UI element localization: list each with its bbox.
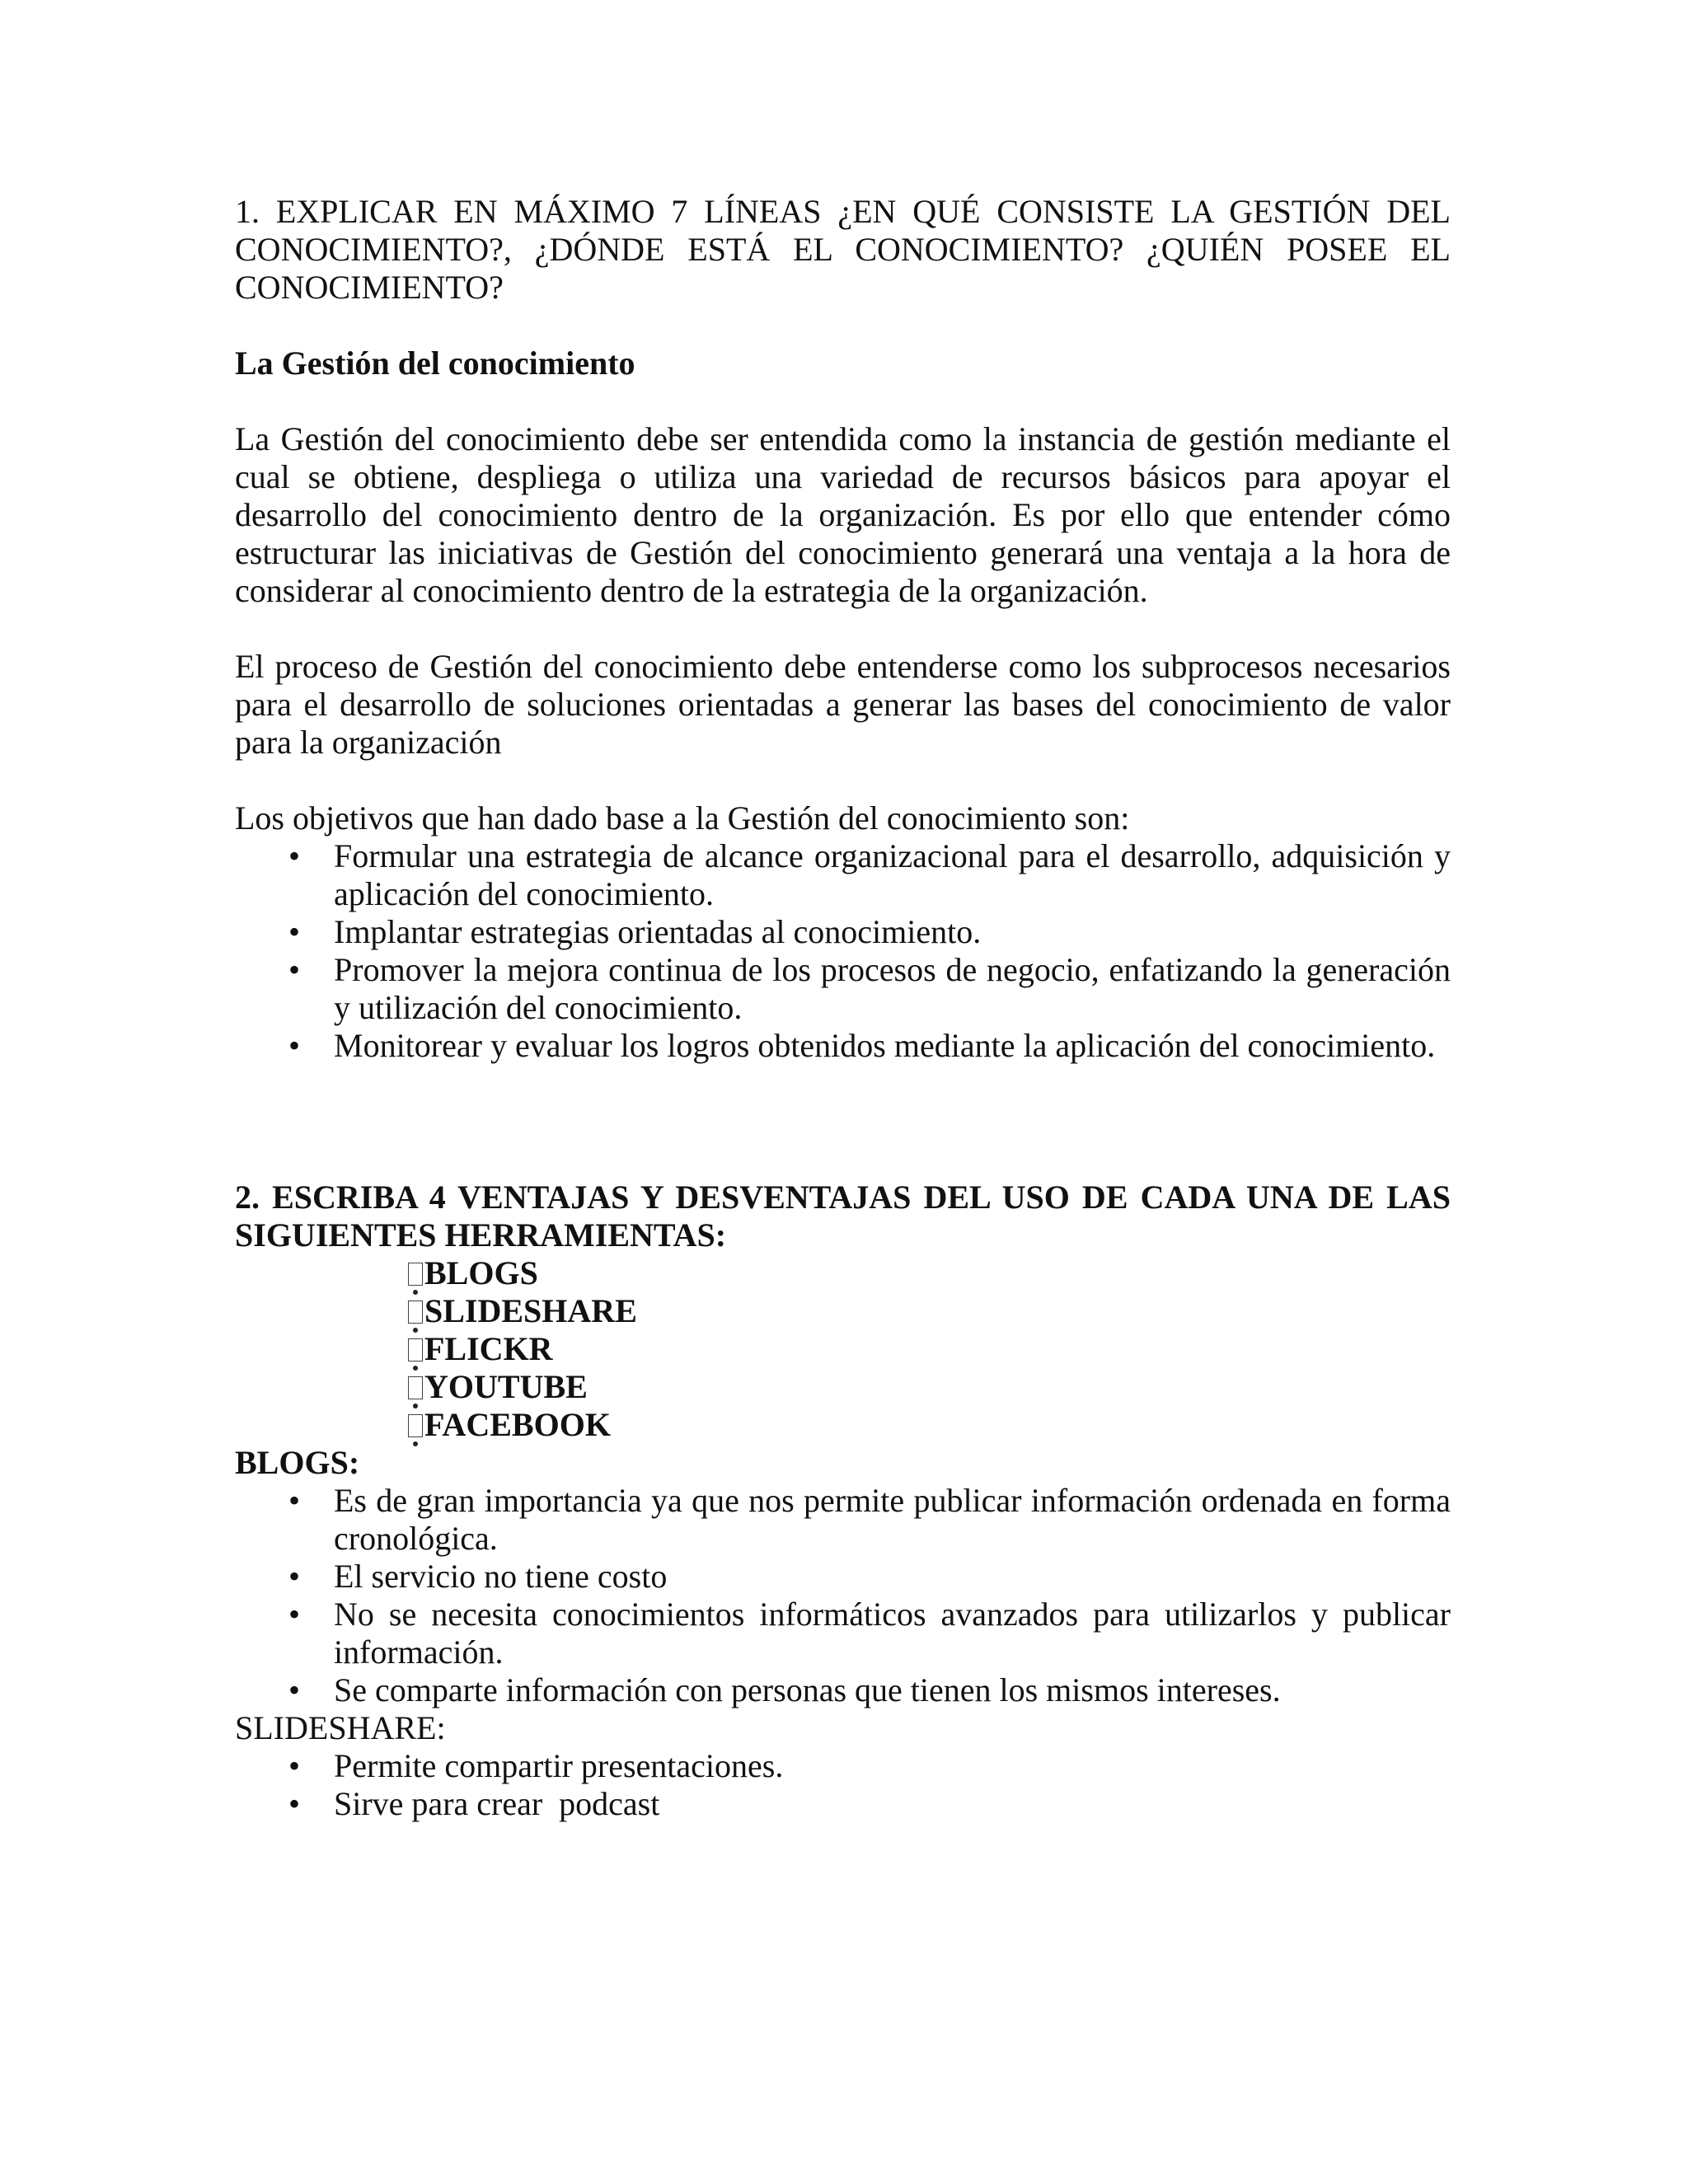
bullet-icon: • <box>288 1747 300 1784</box>
list-item <box>235 1482 1451 1558</box>
objectives-list <box>235 837 1451 1065</box>
list-item <box>235 837 1451 913</box>
paragraph-process: El proceso de Gestión del conocimiento debe entenderse como los subprocesos necesarios para el desarrollo de soluciones orientadas a generar las bases del conocimiento de valor para la organización <box>235 648 1451 761</box>
tool-label: FACEBOOK <box>424 1406 611 1443</box>
bullet-icon: • <box>288 1596 300 1633</box>
question-2-heading: 2. ESCRIBA 4 VENTAJAS Y DESVENTAJAS DEL USO DE CADA UNA DE LAS SIGUIENTES HERRAMIENTAS: <box>235 1179 1451 1254</box>
list-item-text: Se comparte información con personas que tienen los mismos intereses. <box>334 1671 1281 1708</box>
tool-item <box>235 1406 1451 1444</box>
list-item-text: Sirve para crear podcast <box>334 1785 660 1822</box>
list-item <box>235 951 1451 1027</box>
tool-item <box>235 1330 1451 1368</box>
checkbox-glyph-icon <box>408 1376 423 1399</box>
list-item <box>235 1027 1451 1065</box>
checkbox-glyph-icon <box>408 1338 423 1361</box>
paragraph-definition: La Gestión del conocimiento debe ser entendida como la instancia de gestión mediante el cual se obtiene, despliega o utiliza una variedad de recursos básicos para apoyar el desarrollo del conocimiento dentro de la organización. Es por ello que entender cómo estructurar las iniciativas de Gestión del conocimiento generará una ventaja a la hora de considerar al conocimiento dentro de la estrategia de la organización. <box>235 420 1451 609</box>
list-item <box>235 1558 1451 1596</box>
bullet-icon: • <box>288 951 300 988</box>
list-item-text: Promover la mejora continua de los procesos de negocio, enfatizando la generación y utilización del conocimiento. <box>334 951 1451 1026</box>
list-item-text: El servicio no tiene costo <box>334 1558 668 1595</box>
list-item <box>235 1671 1451 1709</box>
bullet-icon: • <box>288 837 300 874</box>
list-item <box>235 1596 1451 1671</box>
list-item-text: Formular una estrategia de alcance organizacional para el desarrollo, adquisición y aplicación del conocimiento. <box>334 837 1451 912</box>
list-item-text: Permite compartir presentaciones. <box>334 1747 784 1784</box>
bullet-icon: • <box>288 913 300 950</box>
tool-label: BLOGS <box>424 1254 538 1291</box>
section-title-knowledge-management: La Gestión del conocimiento <box>235 344 635 382</box>
bullet-icon: • <box>288 1558 300 1595</box>
list-item-text: No se necesita conocimientos informáticos avanzados para utilizarlos y publicar información. <box>334 1596 1451 1671</box>
list-item-text: Monitorear y evaluar los logros obtenidos mediante la aplicación del conocimiento. <box>334 1027 1436 1064</box>
bullet-icon: • <box>288 1671 300 1708</box>
bullet-icon: • <box>288 1785 300 1822</box>
checkbox-glyph-icon <box>408 1263 423 1286</box>
tool-item <box>235 1254 1451 1292</box>
list-item-text: Implantar estrategias orientadas al conocimiento. <box>334 913 982 950</box>
list-item <box>235 913 1451 951</box>
paragraph-objectives-intro: Los objetivos que han dado base a la Gestión del conocimiento son: <box>235 799 1130 837</box>
tool-label: SLIDESHARE <box>424 1292 637 1329</box>
blogs-advantages-list <box>235 1482 1451 1709</box>
checkbox-glyph-icon <box>408 1414 423 1437</box>
question-1-heading: 1. EXPLICAR EN MÁXIMO 7 LÍNEAS ¿EN QUÉ CONSISTE LA GESTIÓN DEL CONOCIMIENTO?, ¿DÓNDE ESTÁ EL CONOCIMIENTO? ¿QUIÉN POSEE EL CONOCIMIENTO? <box>235 193 1451 306</box>
checkbox-glyph-icon <box>408 1301 423 1324</box>
list-item-text: Es de gran importancia ya que nos permite publicar información ordenada en forma cronológica. <box>334 1482 1451 1557</box>
slideshare-advantages-list <box>235 1747 1451 1823</box>
bullet-icon: • <box>288 1482 300 1519</box>
tool-label: FLICKR <box>424 1330 553 1367</box>
tools-list <box>235 1254 1451 1444</box>
tool-item <box>235 1292 1451 1330</box>
tool-item <box>235 1368 1451 1406</box>
list-item <box>235 1785 1451 1823</box>
document-body <box>235 193 1451 1823</box>
bullet-icon: • <box>288 1027 300 1064</box>
blogs-heading: BLOGS: <box>235 1444 360 1481</box>
slideshare-heading: SLIDESHARE: <box>235 1709 446 1746</box>
list-item <box>235 1747 1451 1785</box>
tool-label: YOUTUBE <box>424 1368 588 1405</box>
